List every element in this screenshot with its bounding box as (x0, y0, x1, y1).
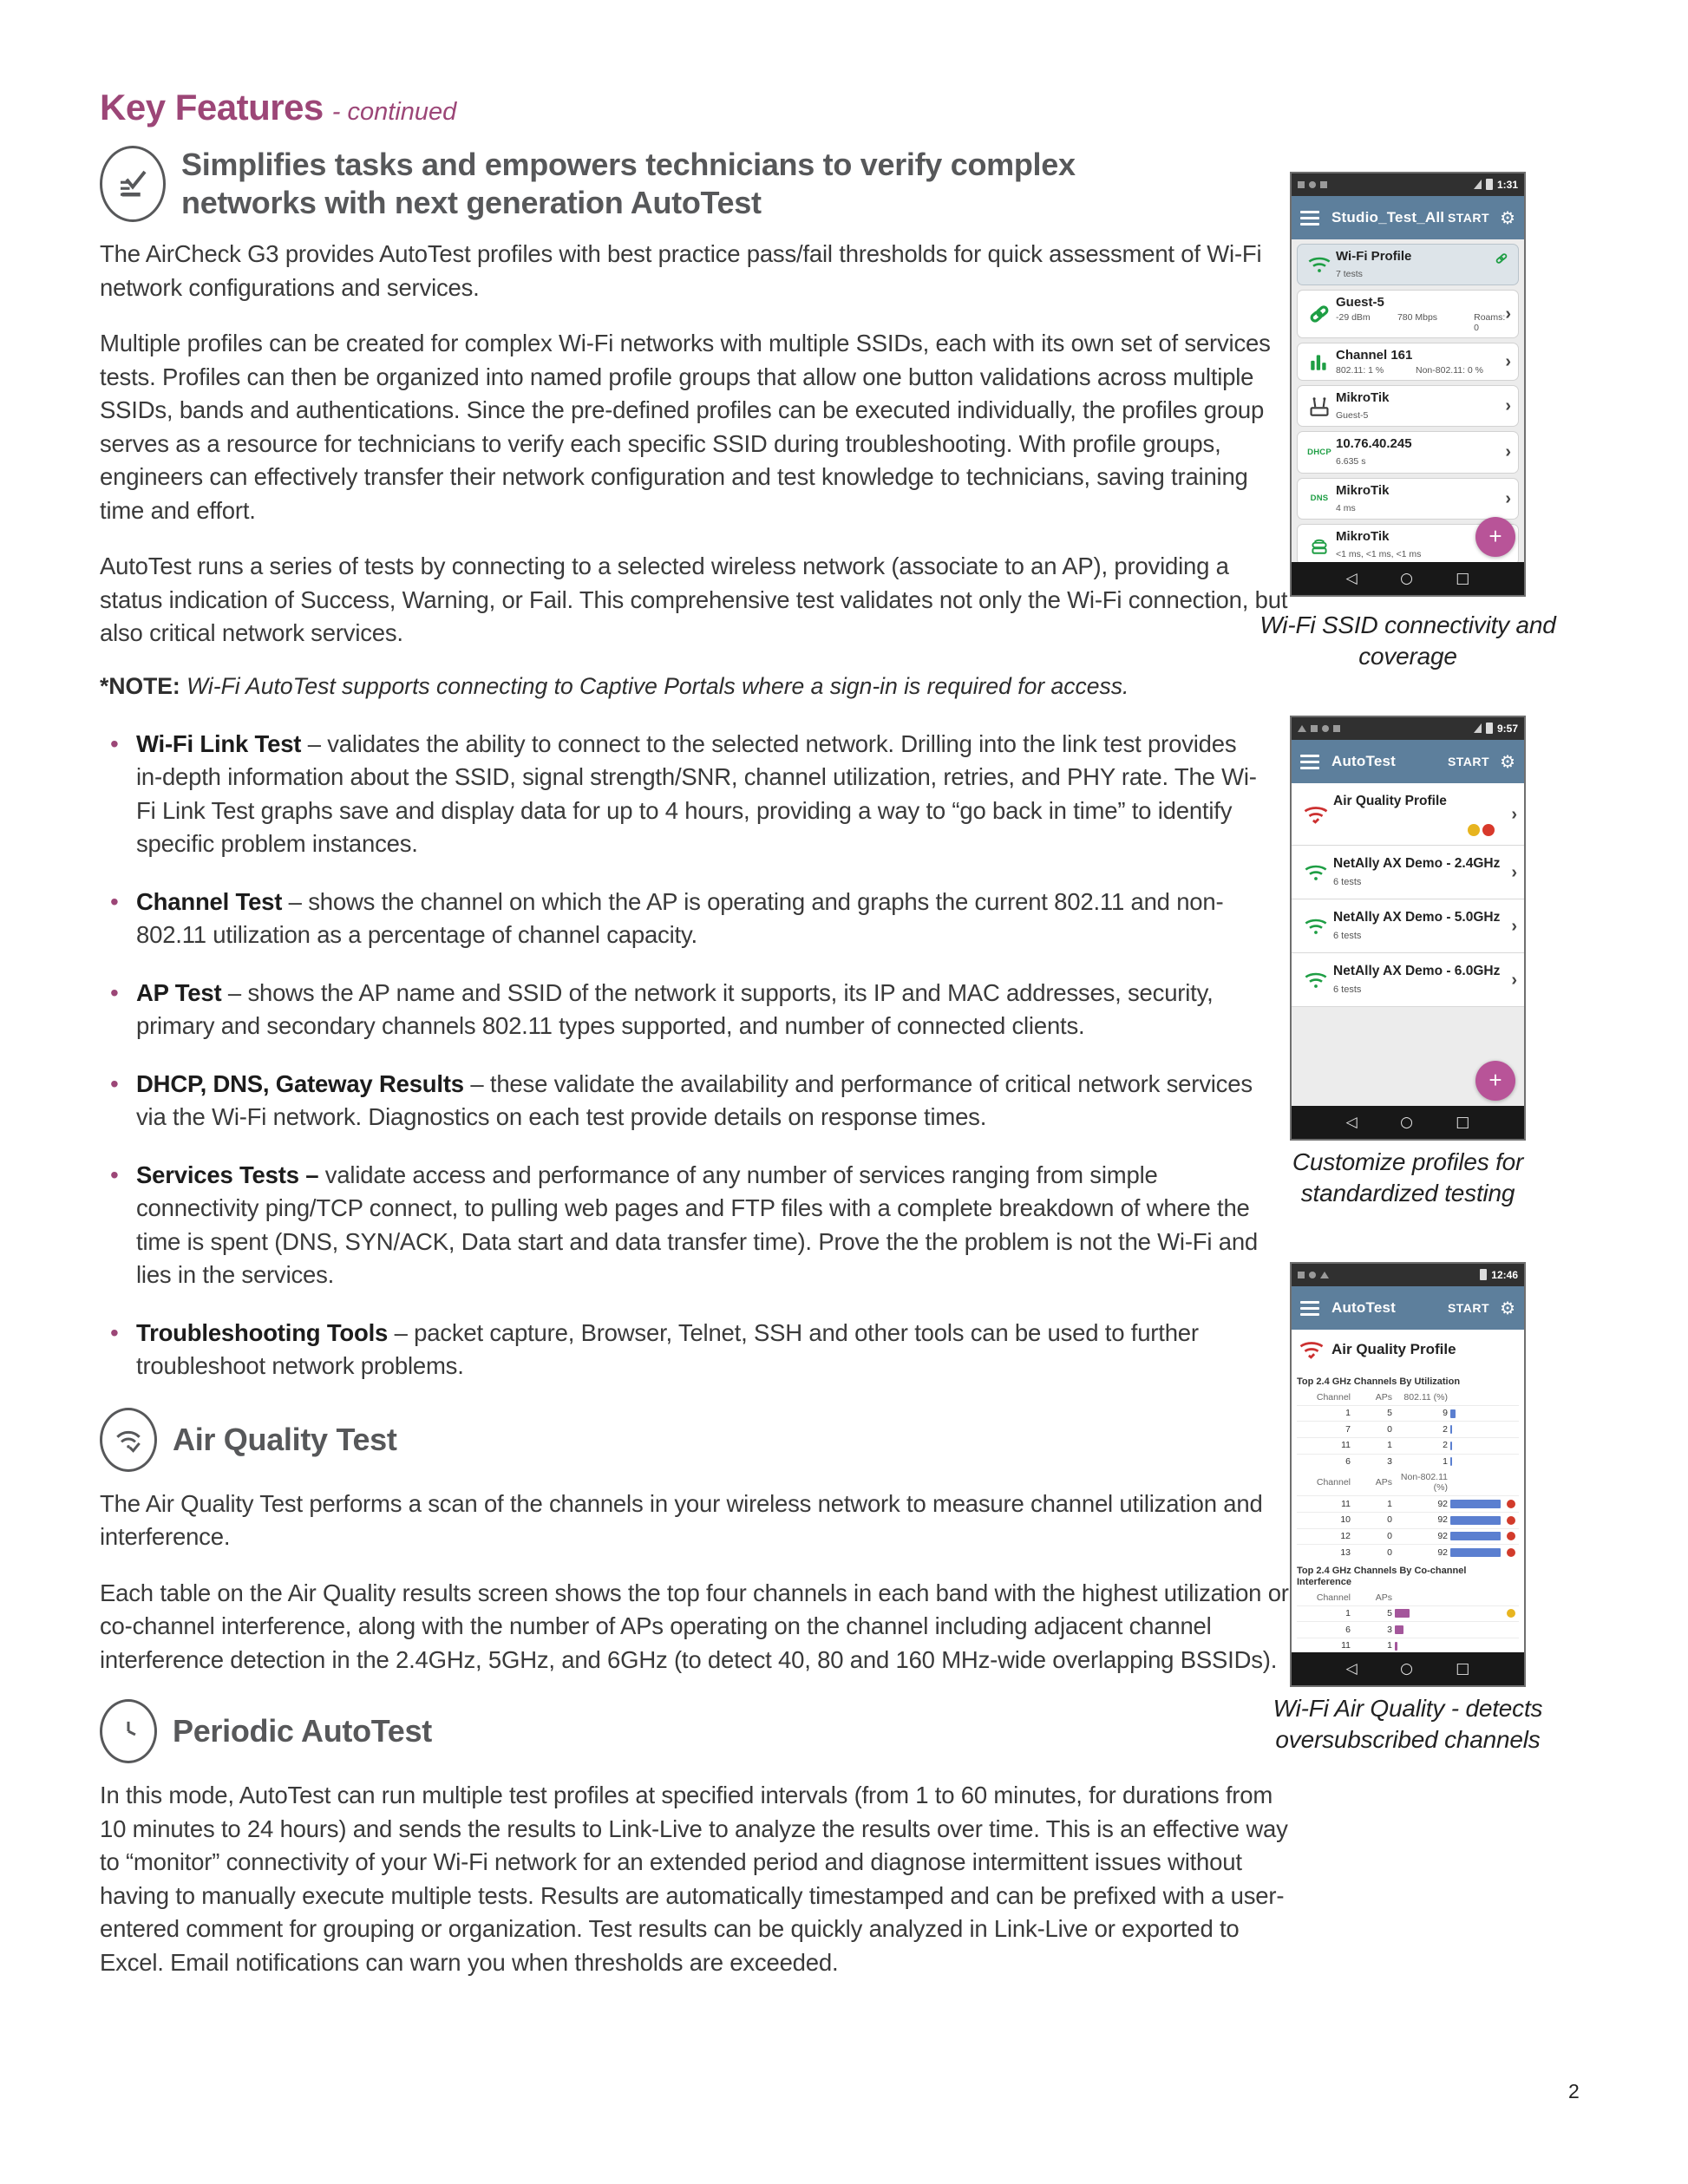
wifi-warning-icon (1299, 1338, 1325, 1361)
bar-chart-icon (1303, 351, 1336, 372)
chevron-right-icon: › (1505, 304, 1511, 324)
card-title: Guest-5 (1336, 295, 1384, 311)
aq-table-row: 11 1 2 (1297, 1437, 1519, 1454)
signal-icon (1474, 723, 1482, 733)
aq-table-row: 7 0 2 (1297, 1421, 1519, 1437)
dhcp-label: DHCP (1307, 447, 1331, 457)
profile-row-6ghz[interactable] (1292, 953, 1524, 1007)
wifi-icon (1299, 862, 1333, 883)
yellow-status-dot (1507, 1609, 1515, 1618)
android-nav-bar (1292, 562, 1524, 595)
paragraph: The AirCheck G3 provides AutoTest profiles with best practice pass/fail thresholds for quick assessment of Wi-Fi network configurations and services. (100, 240, 1262, 301)
utilization-bar (1450, 1500, 1501, 1508)
channel-test-card[interactable] (1297, 343, 1519, 381)
note (100, 673, 1290, 700)
feature-bullet-list (105, 728, 1290, 1383)
profile-row-24ghz[interactable] (1292, 846, 1524, 899)
card-subtitle: 7 tests (1336, 269, 1363, 280)
phone-screenshot-autotest-results (1290, 172, 1526, 597)
section-heading-text: Simplifies tasks and empowers technicians to verify complex networks with next generation AutoTest (181, 147, 1076, 220)
home-button[interactable]: ○ (1400, 1659, 1413, 1677)
row-title: NetAlly AX Demo - 6.0GHz (1333, 964, 1501, 979)
air-quality-icon (100, 1408, 157, 1472)
android-nav-bar (1292, 1106, 1524, 1139)
recents-button[interactable]: □ (1456, 569, 1470, 587)
signal-icon (1474, 180, 1482, 189)
status-icon (1309, 1272, 1316, 1278)
menu-icon[interactable] (1300, 755, 1319, 769)
bullet-channel-test: • Channel Test – shows the channel on which the AP is operating and graphs the current 802.11 and non-802.11 utilization as a percentage of channel capacity. (105, 886, 1259, 952)
status-icon (1311, 725, 1318, 732)
chevron-right-icon: › (1505, 351, 1511, 371)
phy-rate: 780 Mbps (1397, 311, 1438, 323)
bullet-troubleshooting-tools: • Troubleshooting Tools – packet capture, Browser, Telnet, SSH and other tools can be used to further troubleshoot network problems. (105, 1317, 1259, 1383)
section-autotest-heading (100, 146, 1290, 222)
main-column (100, 87, 1290, 2002)
card-title: 10.76.40.245 (1336, 436, 1412, 452)
gear-icon[interactable]: ⚙ (1500, 207, 1515, 228)
wifi-warning-icon (1299, 803, 1333, 826)
row-title: NetAlly AX Demo - 5.0GHz (1333, 910, 1501, 925)
app-bar (1292, 740, 1524, 783)
dns-label: DNS (1310, 493, 1329, 503)
aq-table-header: Channel APs (1316, 1592, 1392, 1603)
air-quality-profile-header (1292, 1330, 1524, 1371)
row-title: Air Quality Profile (1333, 794, 1447, 808)
status-bar (1292, 173, 1524, 196)
paragraph: Multiple profiles can be created for complex Wi-Fi networks with multiple SSIDs, each with its own set of services tests. Profiles can then be organized into named profile groups that allow one button validations across multiple SSIDs, bands and authentications. Since the pre-defined profiles can be executed individually, the profiles group serves as a resource for technicians to verify each specific SSID during troubleshooting. With profile groups, engineers can effectively transfer their network configuration and test knowledge to technicians, saving training time and effort. (100, 330, 1271, 524)
menu-icon[interactable] (1300, 211, 1319, 226)
card-subtitle: <1 ms, <1 ms, <1 ms (1336, 549, 1422, 560)
roams: Roams: 0 (1474, 311, 1506, 334)
chevron-right-icon: › (1505, 442, 1511, 462)
card-title: MikroTik (1336, 482, 1390, 498)
back-button[interactable]: ◁ (1345, 1113, 1358, 1131)
link-test-card[interactable] (1297, 290, 1519, 337)
status-time: 1:31 (1496, 178, 1518, 191)
paragraph: The Air Quality Test performs a scan of the channels in your wireless network to measure channel utilization and interference. (100, 1489, 1263, 1550)
air-quality-profile-row[interactable] (1292, 783, 1524, 846)
aq-table-row: 10 0 92 (1297, 1512, 1519, 1528)
chevron-right-icon: › (1511, 862, 1517, 882)
status-icon (1298, 1272, 1305, 1278)
card-title: Channel 161 (1336, 348, 1413, 363)
test-results-list (1292, 239, 1524, 566)
dhcp-test-card[interactable] (1297, 431, 1519, 473)
section-heading-text: Periodic AutoTest (173, 1713, 432, 1749)
aq-table-row: 11 1 92 (1297, 1495, 1519, 1512)
note-label: *NOTE: (100, 672, 180, 699)
card-subtitle: 4 ms (1336, 502, 1356, 513)
utilization-bar (1395, 1609, 1410, 1618)
status-bar (1292, 717, 1524, 740)
aq-table-row: 13 0 92 (1297, 1544, 1519, 1560)
card-subtitle: Guest-5 (1336, 409, 1369, 421)
chevron-right-icon: › (1511, 916, 1517, 936)
app-bar-title: AutoTest (1331, 752, 1396, 769)
page-number: 2 (1568, 2080, 1580, 2102)
app-bar (1292, 196, 1524, 239)
card-title: Wi-Fi Profile (1336, 249, 1412, 264)
air-quality-tables (1292, 1376, 1524, 1656)
paragraph: AutoTest runs a series of tests by connecting to a selected wireless network (associate to an AP), providing a status indication of Success, Warning, or Fail. This comprehensive test validates not only the Wi-Fi connection, but also critical network services. (100, 553, 1288, 646)
aq-table-header: Channel APs 802.11 (%) (1316, 1391, 1448, 1403)
phone-screenshot-profile-list (1290, 716, 1526, 1141)
aq-table-header: Channel APs Non-802.11 (%) (1316, 1471, 1448, 1494)
clock-icon (100, 1699, 157, 1763)
aq-table-title: Top 2.4 GHz Channels By Utilization (1297, 1376, 1461, 1387)
back-button[interactable]: ◁ (1345, 569, 1358, 587)
aq-table-row: 6 3 (1297, 1621, 1519, 1638)
battery-icon (1486, 179, 1493, 190)
aq-table-title: Top 2.4 GHz Channels By Co-channel Interference (1297, 1565, 1467, 1587)
caption-phone-1: Wi-Fi SSID connectivity and coverage (1259, 611, 1556, 670)
status-bar (1292, 1264, 1524, 1286)
status-time: 12:46 (1491, 1268, 1518, 1281)
profile-row-5ghz[interactable] (1292, 899, 1524, 953)
warning-badge (1468, 824, 1480, 836)
section-air-quality-heading (100, 1408, 1290, 1472)
utilization-bar (1450, 1425, 1452, 1434)
gateway-router-icon (1303, 533, 1336, 556)
red-status-dot (1507, 1548, 1515, 1557)
row-title: NetAlly AX Demo - 2.4GHz (1333, 856, 1501, 872)
utilization-bar (1450, 1409, 1456, 1418)
access-point-icon (1303, 395, 1336, 417)
aq-table-row: 1 5 (1297, 1605, 1519, 1622)
android-nav-bar (1292, 1652, 1524, 1685)
aq-table-row: 1 5 9 (1297, 1405, 1519, 1422)
dns-test-card[interactable] (1297, 478, 1519, 520)
aq-table-row: 12 0 92 (1297, 1528, 1519, 1545)
utilization-bar (1450, 1516, 1501, 1525)
status-icon (1309, 181, 1316, 188)
fail-badge (1482, 824, 1495, 836)
note-text: Wi-Fi AutoTest supports connecting to Captive Portals where a sign-in is required for access. (180, 672, 1129, 699)
phone-screenshot-air-quality (1290, 1262, 1526, 1687)
recents-button[interactable]: □ (1456, 1113, 1470, 1131)
bullet-wifi-link-test: • Wi-Fi Link Test – validates the ability to connect to the selected network. Drilling into the link test provides in-depth information about the SSID, signal strength/SNR, channel utilization, retries, and PHY rate. The Wi-Fi Link Test graphs save and display data for up to 4 hours, providing a way to “go back in time” to identify specific problem instances. (105, 728, 1259, 861)
status-icon (1298, 725, 1306, 732)
bullet-services-tests: • Services Tests – validate access and performance of any number of services ranging from simple connectivity ping/TCP connect, to pulling web pages and FTP files with a complete breakdown of where the time is spent (DNS, SYN/ACK, Data start and data transfer time). Prove the the problem is not the Wi-Fi and lies in the services. (105, 1159, 1259, 1292)
home-button[interactable]: ○ (1400, 569, 1413, 587)
recents-button[interactable]: □ (1456, 1659, 1470, 1677)
aq-table (1292, 1376, 1524, 1469)
card-title: MikroTik (1336, 389, 1390, 405)
battery-icon (1486, 723, 1493, 734)
utilization-bar (1450, 1442, 1452, 1450)
air-quality-results (1292, 1330, 1524, 1656)
utilization-bar (1450, 1532, 1501, 1540)
paragraph: In this mode, AutoTest can run multiple test profiles at specified intervals (from 1 to 60 minutes, for durations from 10 minutes to 24 hours) and sends the results to Link-Live to analyze the results over time. This is an effective way to “monitor” connectivity of your Wi-Fi network for an extended period and diagnose intermittent issues without having to manually execute multiple tests. Results are automatically timestamped and can be prefixed with a user-entered comment for grouping or organization. Test results can be quickly analyzed in Link-Live or exported to Excel. Email notifications can warn you when thresholds are exceeded. (100, 1782, 1288, 1976)
app-bar-title: AutoTest (1331, 1298, 1396, 1316)
row-subtitle: 6 tests (1333, 876, 1362, 887)
battery-icon (1480, 1269, 1487, 1280)
wifi-profile-card[interactable] (1297, 244, 1519, 285)
app-bar-title: Studio_Test_All (1331, 208, 1445, 226)
back-button[interactable]: ◁ (1345, 1659, 1358, 1677)
utilization-bar (1395, 1625, 1403, 1634)
wifi-icon (1303, 254, 1336, 275)
utilization-bar (1395, 1642, 1397, 1651)
util-80211: 802.11: 1 % (1336, 364, 1384, 376)
result-badges (1468, 824, 1495, 836)
paragraph: Each table on the Air Quality results screen shows the top four channels in each band with the highest utilization or co-channel interference, along with the number of APs operating on the channel including adjacent channel interference detection in the 2.4GHz, 5GHz, and 6GHz (to detect 40, 80 and 160 MHz-wide overlapping BSSIDs). (100, 1579, 1289, 1673)
autotest-checklist-icon (100, 146, 166, 222)
status-time: 9:57 (1496, 722, 1518, 735)
key-features-subtitle: - continued (331, 98, 457, 126)
aq-table (1292, 1566, 1524, 1656)
chevron-right-icon: › (1511, 970, 1517, 990)
red-status-dot (1507, 1500, 1515, 1508)
aq-table-row: 11 1 (1297, 1638, 1519, 1654)
red-status-dot (1507, 1516, 1515, 1525)
caption-phone-3: Wi-Fi Air Quality - detects oversubscribed channels (1273, 1695, 1543, 1753)
utilization-bar (1450, 1548, 1501, 1557)
profile-list (1292, 783, 1524, 1109)
section-periodic-heading (100, 1699, 1290, 1763)
red-status-dot (1507, 1532, 1515, 1540)
chevron-right-icon: › (1505, 488, 1511, 508)
home-button[interactable]: ○ (1400, 1113, 1413, 1131)
aq-table (1292, 1469, 1524, 1560)
key-features-title: Key Features (100, 87, 324, 128)
card-title: MikroTik (1336, 528, 1390, 544)
utilization-bar (1450, 1457, 1452, 1466)
start-button[interactable]: START (1447, 210, 1490, 225)
start-button[interactable]: START (1447, 754, 1490, 768)
status-icon (1333, 725, 1340, 732)
section-heading-text: Air Quality Test (173, 1421, 397, 1457)
row-subtitle: 6 tests (1333, 930, 1362, 941)
card-subtitle: 6.635 s (1336, 456, 1366, 468)
caption-phone-2: Customize profiles for standardized testing (1292, 1148, 1524, 1206)
status-icon (1298, 181, 1305, 188)
page-title (100, 87, 1290, 128)
menu-icon[interactable] (1300, 1301, 1319, 1316)
gear-icon[interactable]: ⚙ (1500, 751, 1515, 772)
signal-dbm: -29 dBm (1336, 311, 1371, 323)
add-fab-button[interactable]: + (1475, 517, 1515, 557)
gear-icon[interactable]: ⚙ (1500, 1298, 1515, 1318)
row-subtitle: 6 tests (1333, 984, 1362, 995)
chevron-right-icon: › (1505, 396, 1511, 415)
wifi-icon (1299, 916, 1333, 937)
chevron-right-icon: › (1511, 804, 1517, 824)
link-icon (1303, 303, 1336, 325)
link-icon (1494, 251, 1509, 266)
add-fab-button[interactable]: + (1475, 1061, 1515, 1101)
ap-test-card[interactable] (1297, 385, 1519, 427)
status-icon (1320, 181, 1327, 188)
app-bar (1292, 1286, 1524, 1330)
status-icon (1320, 1272, 1329, 1278)
bullet-dhcp-dns-gateway: • DHCP, DNS, Gateway Results – these validate the availability and performance of critical network services via the Wi-Fi network. Diagnostics on each test provide details on response times. (105, 1068, 1259, 1135)
profile-title: Air Quality Profile (1331, 1340, 1456, 1357)
bullet-ap-test: • AP Test – shows the AP name and SSID of the network it supports, its IP and MAC addresses, security, primary and secondary channels 802.11 types supported, and number of connected clients. (105, 977, 1259, 1043)
wifi-icon (1299, 970, 1333, 991)
start-button[interactable]: START (1447, 1300, 1490, 1315)
util-non80211: Non-802.11: 0 % (1416, 364, 1484, 376)
status-icon (1322, 725, 1329, 732)
aq-table-row: 6 3 1 (1297, 1454, 1519, 1470)
